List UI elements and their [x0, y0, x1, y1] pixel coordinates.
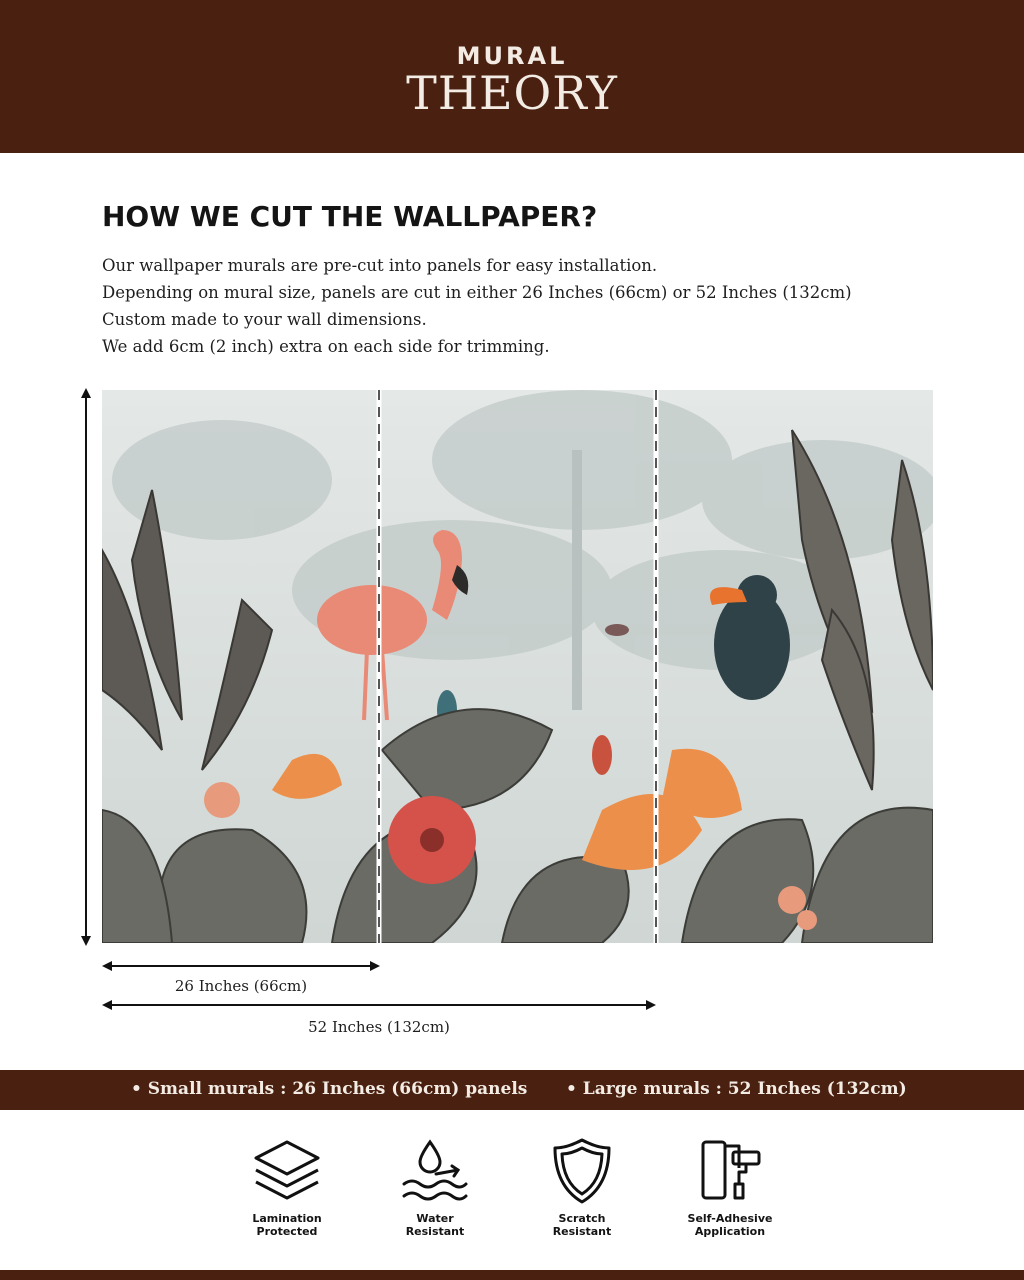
brand-header	[0, 0, 1024, 153]
large-panel-measure: 52 Inches (132cm)	[308, 1018, 450, 1036]
footer-bar	[0, 1270, 1024, 1280]
tropical-mural-image	[102, 390, 933, 943]
feature-water	[360, 1138, 510, 1238]
feature-label: Lamination Protected	[252, 1212, 322, 1238]
description-line: Custom made to your wall dimensions.	[102, 310, 427, 329]
large-murals-note: • Large murals : 52 Inches (132cm)	[566, 1079, 907, 1099]
feature-label: Scratch Resistant	[552, 1212, 612, 1238]
paint-roller-icon	[695, 1138, 765, 1204]
hibiscus	[388, 796, 476, 884]
description-line: We add 6cm (2 inch) extra on each side for trimming.	[102, 337, 550, 356]
description-line: Our wallpaper murals are pre-cut into panels for easy installation.	[102, 256, 658, 275]
feature-label: Water Resistant	[405, 1212, 465, 1238]
page-title: HOW WE CUT THE WALLPAPER?	[102, 200, 598, 233]
mural-preview	[102, 390, 933, 943]
description	[102, 252, 852, 360]
water-drop-icon	[400, 1138, 470, 1204]
feature-adhesive	[655, 1138, 805, 1238]
small-murals-note: • Small murals : 26 Inches (66cm) panels	[131, 1079, 528, 1099]
shield-icon	[547, 1138, 617, 1204]
small-panel-measure: 26 Inches (66cm)	[174, 977, 308, 995]
feature-scratch	[507, 1138, 657, 1238]
height-arrow	[78, 388, 94, 946]
feature-label: Self-Adhesive Application	[687, 1212, 773, 1238]
feature-lamination	[212, 1138, 362, 1238]
brand-logo-main: THEORY	[406, 66, 618, 120]
brand-logo-top: MURAL	[456, 42, 568, 70]
large-width-arrow	[102, 997, 656, 1013]
description-line: Depending on mural size, panels are cut in either 26 Inches (66cm) or 52 Inches (132cm)	[102, 283, 852, 302]
small-width-arrow	[102, 958, 380, 974]
layers-icon	[252, 1138, 322, 1204]
panel-size-band	[0, 1070, 1024, 1110]
